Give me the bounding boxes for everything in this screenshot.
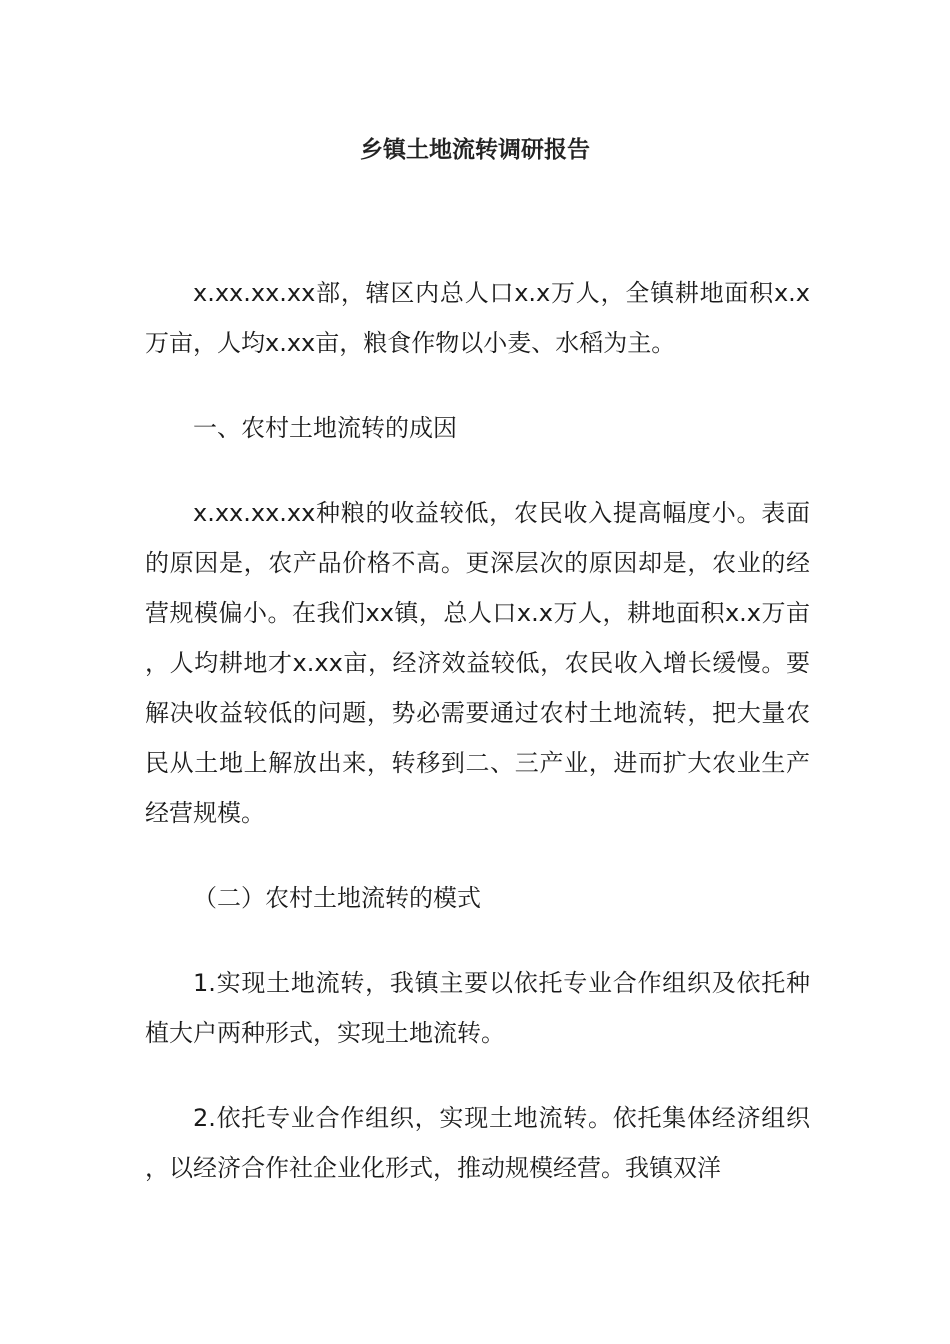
document-body [145, 268, 810, 1228]
intro-paragraph: x.xx.xx.xx部，辖区内总人口x.x万人，全镇耕地面积x.x万亩，人均x.xx亩，粮食作物以小麦、水稻为主。 [145, 279, 810, 357]
section-heading-causes: 一、农村土地流转的成因 [193, 414, 457, 442]
section-heading-modes: （二）农村土地流转的模式 [193, 884, 481, 912]
mode-paragraph-1: 1.实现土地流转，我镇主要以依托专业合作组织及依托种植大户两种形式，实现土地流转。 [145, 969, 810, 1047]
document-title: 乡镇土地流转调研报告 [360, 137, 590, 163]
causes-paragraph: x.xx.xx.xx种粮的收益较低，农民收入提高幅度小。表面的原因是，农产品价格不高。更深层次的原因却是，农业的经营规模偏小。在我们xx镇，总人口x.x万人，耕地面积x.x万亩，人均耕地才x.xx亩，经济效益较低，农民收入增长缓慢。要解决收益较低的问题，势必需要通过农村土地流转，把大量农民从土地上解放出来，转移到二、三产业，进而扩大农业生产经营规模。 [145, 499, 810, 827]
mode-paragraph-2: 2.依托专业合作组织，实现土地流转。依托集体经济组织，以经济合作社企业化形式，推动规模经营。我镇双洋 [145, 1104, 810, 1182]
